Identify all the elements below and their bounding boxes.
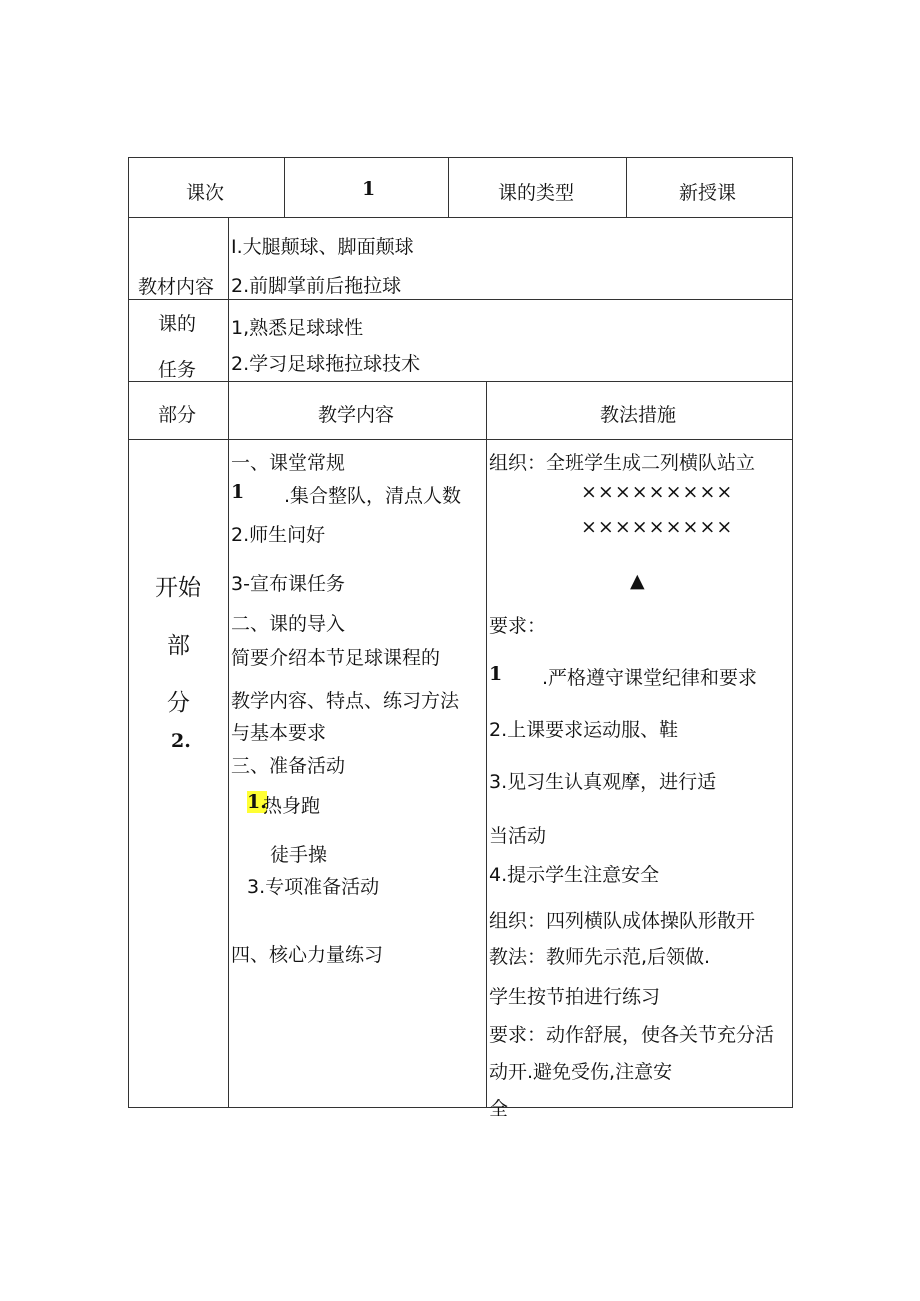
- content-line: 二、课的导入: [231, 613, 346, 635]
- tasks-label: 任务: [158, 359, 197, 381]
- materials-item: 2.前脚掌前后拖拉球: [231, 275, 402, 297]
- method-line: 全: [489, 1098, 509, 1120]
- method-line: 学生按节拍进行练习: [489, 986, 661, 1008]
- column-header-part: 部分: [158, 404, 197, 426]
- content-line: .集合整队，清点人数: [284, 485, 462, 507]
- type-value: 新授课: [679, 182, 737, 204]
- content-line: 2.师生问好: [231, 524, 326, 546]
- col-divider: [228, 217, 229, 1108]
- method-line: 要求：: [489, 615, 547, 637]
- col-divider: [448, 157, 449, 218]
- col-divider: [486, 381, 487, 1108]
- method-line-cut: [489, 1094, 509, 1120]
- method-line: 教法：教师先示范,后领做.: [489, 946, 711, 968]
- type-label: 课的类型: [498, 182, 575, 204]
- tasks-item: 1,熟悉足球球性: [231, 317, 364, 339]
- tasks-item: 2.学习足球拖拉球技术: [231, 353, 421, 375]
- method-line: 组织：全班学生成二列横队站立: [489, 452, 756, 474]
- table-border-right: [792, 157, 793, 1108]
- part-label: 分: [167, 690, 190, 716]
- table-border-left: [128, 157, 129, 1108]
- formation-row: ×××××××××: [581, 516, 734, 538]
- content-line: 教学内容、特点、练习方法: [231, 690, 460, 712]
- lesson-label: 课次: [186, 182, 225, 204]
- content-line: 3-宣布课任务: [231, 573, 345, 595]
- highlighted-number: 1.: [247, 791, 267, 813]
- column-header-content: 教学内容: [318, 404, 395, 426]
- part-label: 开始: [155, 575, 201, 601]
- method-line: 3.见习生认真观摩，进行适: [489, 771, 717, 793]
- content-line: 徒手操: [270, 844, 328, 866]
- col-divider: [626, 157, 627, 218]
- content-line-number: 1: [231, 481, 245, 503]
- method-line: .严格遵守课堂纪律和要求: [542, 667, 758, 689]
- content-line: 3.专项准备活动: [247, 876, 380, 898]
- column-header-method: 教法措施: [600, 404, 677, 426]
- content-line: 四、核心力量练习: [231, 944, 384, 966]
- content-line: 三、准备活动: [231, 755, 346, 777]
- part-label: 部: [167, 633, 190, 659]
- method-line: 2.上课要求运动服、鞋: [489, 719, 679, 741]
- materials-item: I.大腿颠球、脚面颠球: [231, 236, 414, 258]
- teacher-marker: ▲: [630, 570, 645, 592]
- content-line: 热身跑: [263, 795, 321, 817]
- table-border-top: [128, 157, 793, 158]
- method-line: 组织：四列横队成体操队形散开: [489, 910, 756, 932]
- method-line: 动开.避免受伤,注意安: [489, 1061, 673, 1083]
- method-line-number: 1: [489, 663, 503, 685]
- method-line: 4.提示学生注意安全: [489, 864, 660, 886]
- formation-row: ×××××××××: [581, 481, 734, 503]
- method-line: 要求：动作舒展，使各关节充分活: [489, 1024, 775, 1046]
- tasks-label: 课的: [158, 313, 197, 335]
- part-number: 2.: [171, 730, 191, 752]
- method-line: 当活动: [489, 825, 547, 847]
- content-line: 与基本要求: [231, 722, 327, 744]
- col-divider: [284, 157, 285, 218]
- content-line: 一、课堂常规: [231, 452, 346, 474]
- content-line: 简要介绍本节足球课程的: [231, 647, 441, 669]
- materials-label: 教材内容: [138, 276, 215, 298]
- lesson-value: 1: [362, 178, 376, 200]
